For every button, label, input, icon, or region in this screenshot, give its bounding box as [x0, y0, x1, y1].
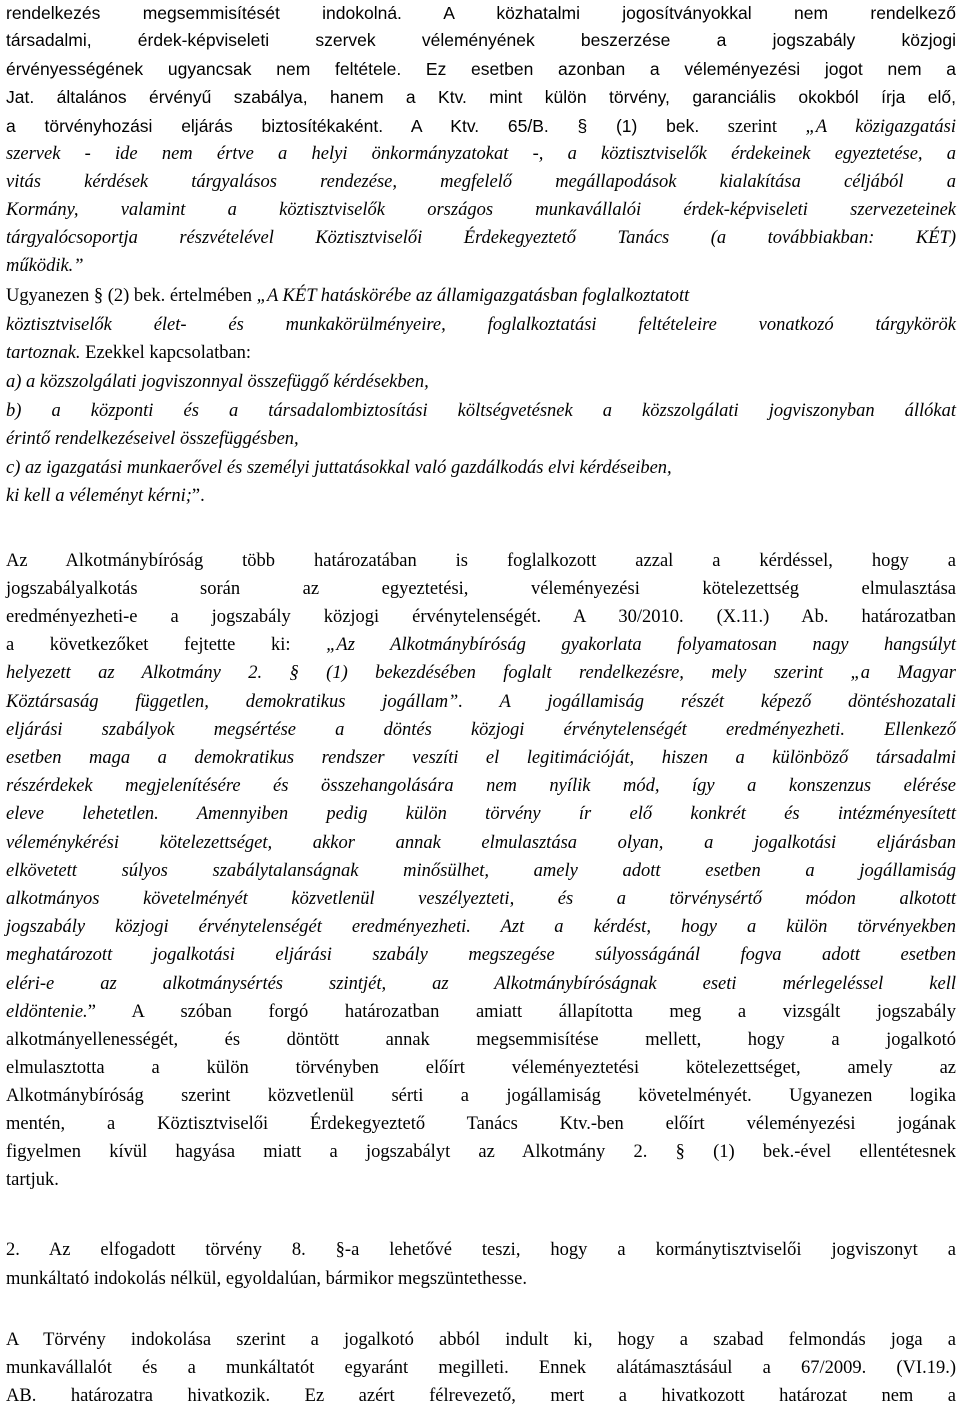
text-run: c) az igazgatási munkaerővel és személyi juttatásokkal való gazdálkodás elvi kérdéseiben,: [6, 458, 672, 478]
text-line: [6, 603, 956, 631]
text-run: érintő rendelkezéseivel összefüggésben,: [6, 429, 299, 449]
text-line: [6, 998, 956, 1026]
text-run: a törvényhozási eljárás biztosítékaként. A Ktv. 65/B. § (1) bek.: [6, 116, 700, 136]
text-run: A jogállamiság részét képező döntéshozatali: [462, 692, 956, 712]
text-run: figyelmen kívül hagyása miatt a jogszabályt az Alkotmány 2. § (1) bek.-ével ellentétesnek: [6, 1142, 956, 1162]
text-line: [6, 168, 956, 196]
text-line: [6, 772, 956, 800]
text-run: meghatározott jogalkotási eljárási szabály megszegése súlyosságánál fogva adott esetben: [6, 945, 956, 965]
text-run: vitás kérdések tárgyalásos rendezése, megfelelő megállapodások kialakítása céljából a: [6, 172, 956, 192]
text-run: mentén, a Köztisztviselői Érdekegyeztető Tanács Ktv.-ben előírt véleményezési jogának: [6, 1114, 956, 1134]
text-line: [6, 941, 956, 969]
text-run: eredményezheti-e a jogszabály közjogi érvénytelenségét. A 30/2010. (X.11.) Ab. határozatban: [6, 607, 956, 627]
text-run: szerint: [699, 117, 806, 137]
text-run: a) a közszolgálati jogviszonnyal összefüggő kérdésekben,: [6, 372, 429, 392]
text-run: eldöntenie.: [6, 1002, 88, 1022]
text-run: Jat. általános érvényű szabálya, hanem a Ktv. mint külön törvény, garanciális okokból írja elő,: [6, 87, 956, 107]
text-line: [6, 1265, 956, 1293]
text-run: a következőket fejtette ki:: [6, 635, 327, 655]
text-run: Kormány, valamint a köztisztviselők országos munkavállalói érdek-képviseleti szervezeteinek: [6, 200, 956, 220]
text-run: Ugyanezen § (2) bek. értelmében: [6, 286, 257, 306]
text-run: elmulasztotta a külön törvényben előírt véleményeztetési kötelezettséget, amely az: [6, 1058, 956, 1078]
text-line: [6, 1026, 956, 1054]
text-line: [6, 885, 956, 913]
text-line: [6, 857, 956, 885]
text-line: [6, 282, 956, 310]
text-line: [6, 1236, 956, 1264]
text-line: [6, 224, 956, 252]
text-line: [6, 744, 956, 772]
text-line: [6, 425, 956, 453]
text-run: Köztársaság független, demokratikus jogállam”.: [6, 692, 463, 712]
text-run: ”.: [191, 486, 205, 506]
text-run: tárgyalócsoportja részvételével Köztisztviselői Érdekegyeztető Tanács (a továbbiakban: KÉT): [6, 228, 956, 248]
text-run: véleménykérési kötelezettséget, akkor annak elmulasztása olyan, a jogalkotási eljárásban: [6, 833, 956, 853]
text-run: részérdekek megjelenítésére és összehangolására nem nyílik mód, így a konszenzus elérése: [6, 776, 956, 796]
text-line: [6, 252, 956, 280]
text-line: [6, 1354, 956, 1382]
text-run: tartjuk.: [6, 1170, 59, 1190]
text-run: munkáltató indokolás nélkül, egyoldalúan, bármikor megszüntethesse.: [6, 1269, 527, 1289]
text-line: [6, 1110, 956, 1138]
text-line: [6, 26, 956, 54]
text-run: eleve lehetetlen. Amennyiben pedig külön törvény ír elő konkrét és intézményesített: [6, 804, 956, 824]
text-run: eléri-e az alkotmánysértés szintjét, az Alkotmánybíróságnak eseti mérlegeléssel kell: [6, 974, 956, 994]
text-run: A Törvény indokolása szerint a jogalkotó abból indult ki, hogy a szabad felmondás joga a: [6, 1330, 956, 1350]
text-run: „A közigazgatási: [805, 117, 957, 137]
text-run: „Az Alkotmánybíróság gyakorlata folyamatosan nagy hangsúlyt: [326, 635, 956, 655]
text-line: [6, 913, 956, 941]
text-run: Alkotmánybíróság szerint közvetlenül sérti a jogállamiság követelményét. Ugyanezen logika: [6, 1086, 956, 1106]
text-line: [6, 575, 956, 603]
text-line: [6, 716, 956, 744]
text-line: [6, 800, 956, 828]
text-line: [6, 1326, 956, 1354]
text-line: [6, 339, 956, 367]
text-line: [6, 1382, 956, 1410]
text-run: szervek - ide nem értve a helyi önkormányzatokat -, a köztisztviselők érdekeinek egyeztetése, a: [6, 144, 956, 164]
text-line: [6, 1138, 956, 1166]
text-run: Az Alkotmánybíróság több határozatában is foglalkozott azzal a kérdéssel, hogy a: [6, 551, 956, 571]
text-line: [6, 196, 956, 224]
text-run: b) a központi és a társadalombiztosítási költségvetésnek a közszolgálati jogviszonyban állókat: [6, 401, 956, 421]
text-line: [6, 631, 956, 659]
text-run: Ezekkel kapcsolatban:: [80, 343, 252, 363]
text-line: [6, 311, 956, 339]
text-run: működik.”: [6, 256, 84, 276]
text-run: köztisztviselők élet- és munkakörülményeire, foglalkoztatási feltételeire vonatkozó tárgykörök: [6, 315, 956, 335]
text-run: „A KÉT hatáskörébe az államigazgatásban foglalkoztatott: [256, 286, 690, 306]
text-line: [6, 659, 956, 687]
text-run: esetben maga a demokratikus rendszer veszíti el legitimációját, hiszen a különböző társadalmi: [6, 748, 956, 768]
text-run: jogszabályalkotás során az egyeztetési, véleményezési kötelezettség elmulasztása: [6, 579, 956, 599]
text-run: társadalmi, érdek-képviseleti szervek véleményének beszerzése a jogszabály közjogi: [6, 30, 956, 50]
text-line: [6, 454, 956, 482]
text-run: elkövetett súlyos szabálytalanságnak minősülhet, amely adott esetben a jogállamiság: [6, 861, 956, 881]
text-run: érvényességének ugyancsak nem feltétele. Ez esetben azonban a véleményezési jogot nem a: [6, 59, 956, 79]
text-run: eljárási szabályok megsértése a döntés közjogi érvénytelenségét eredményezheti. Ellenkező: [6, 720, 956, 740]
text-run: alkotmányos követelményét közvetlenül veszélyezteti, és a törvénysértő módon alkotott: [6, 889, 956, 909]
text-line: [6, 482, 956, 510]
text-line: [6, 970, 956, 998]
text-line: [6, 112, 956, 140]
text-line: [6, 140, 956, 168]
text-run: munkavállalót és a munkáltatót egyaránt megilleti. Ennek alátámasztásául a 67/2009. (VI.19.): [6, 1358, 956, 1378]
text-line: [6, 1166, 956, 1194]
text-run: helyezett az Alkotmány 2. § (1) bekezdésében foglalt rendelkezésre, mely szerint „a Magyar: [6, 663, 956, 683]
text-line: [6, 397, 956, 425]
text-run: alkotmányellenességét, és döntött annak megsemmisítése mellett, hogy a jogalkotó: [6, 1030, 956, 1050]
text-line: [6, 688, 956, 716]
text-run: rendelkezés megsemmisítését indokolná. A közhatalmi jogosítványokkal nem rendelkező: [6, 3, 956, 23]
text-line: [6, 547, 956, 575]
text-run: ” A szóban forgó határozatban amiatt állapította meg a vizsgált jogszabály: [87, 1002, 956, 1022]
text-line: [6, 1054, 956, 1082]
text-line: [6, 829, 956, 857]
text-line: [6, 55, 956, 83]
text-run: ki kell a véleményt kérni;: [6, 486, 192, 506]
text-run: tartoznak.: [6, 343, 81, 363]
text-run: jogszabály közjogi érvénytelenségét eredményezheti. Azt a kérdést, hogy a külön törvényekben: [6, 917, 956, 937]
text-line: [6, 83, 956, 111]
text-line: [6, 368, 956, 396]
text-run: 2. Az elfogadott törvény 8. §-a lehetővé teszi, hogy a kormánytisztviselői jogviszonyt a: [6, 1240, 956, 1260]
text-run: AB. határozatra hivatkozik. Ez azért félrevezető, mert a hivatkozott határozat nem a: [6, 1386, 956, 1406]
text-line: [6, 0, 956, 27]
text-line: [6, 1082, 956, 1110]
